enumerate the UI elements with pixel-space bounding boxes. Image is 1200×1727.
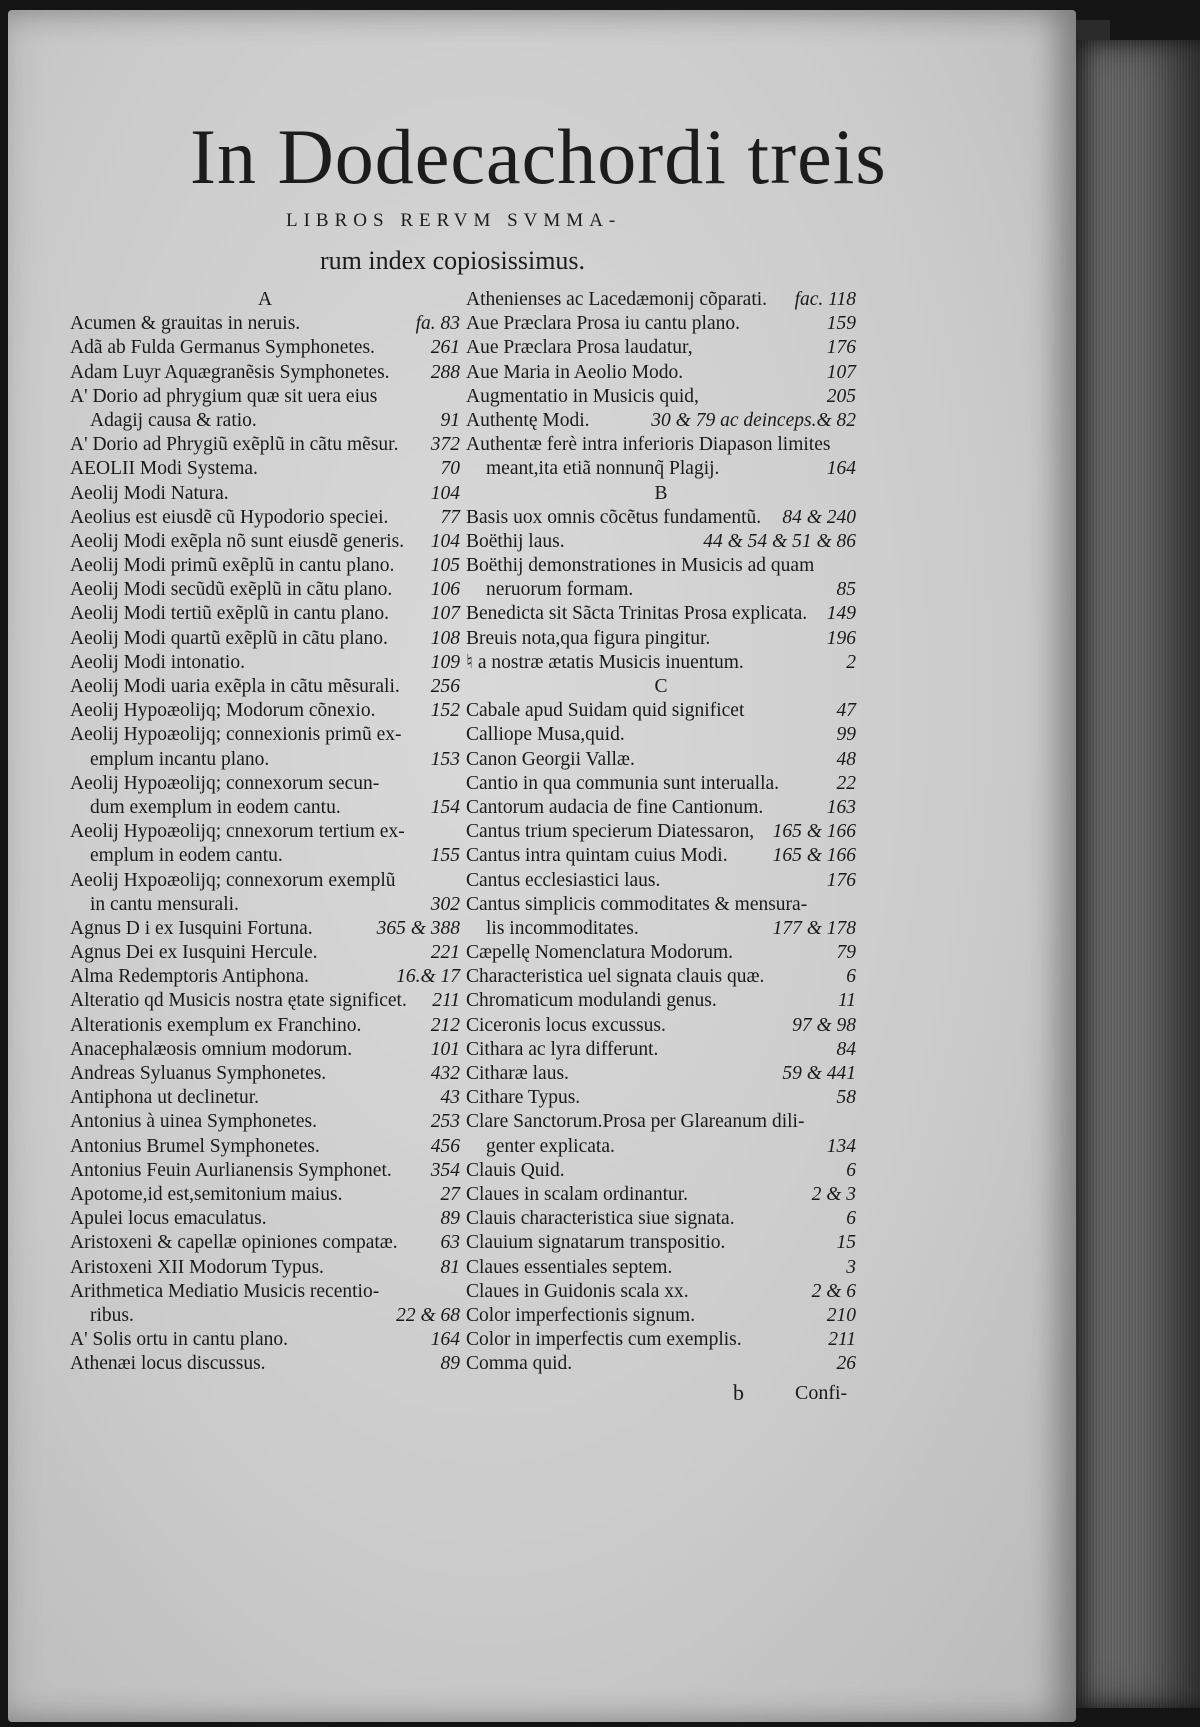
index-entry	[70, 965, 460, 989]
index-column-left	[70, 288, 460, 1376]
index-entry-text: Benedicta sit Sãcta Trinitas Prosa explicata.	[466, 603, 808, 625]
index-entry-text: Agnus Dei ex Iusquini Hercule.	[70, 942, 318, 964]
index-entry-text: Aeolij Modi tertiũ exẽplũ in cantu plano.	[70, 603, 389, 625]
index-entry-page: 3	[846, 1256, 856, 1278]
index-entry	[70, 1014, 460, 1038]
index-entry-text: Citharæ laus.	[466, 1063, 569, 1084]
index-entry-text: Boëthij demonstrationes in Musicis ad quam	[466, 555, 815, 577]
index-entry	[466, 820, 856, 844]
index-entry	[466, 989, 856, 1013]
index-entry-page: 79	[836, 942, 856, 964]
index-entry-text: Aeolius est eiusdẽ cũ Hypodorio speciei.	[70, 506, 389, 528]
index-entry	[466, 506, 856, 530]
index-entry-page: 154	[430, 796, 460, 818]
index-entry-text: emplum in eodem cantu.	[90, 845, 283, 867]
index-entry-text: Aeolij Hypoæolijq; Modorum cõnexio.	[70, 700, 376, 722]
index-entry	[70, 1086, 460, 1110]
index-entry-page: 365 & 388	[376, 917, 460, 939]
index-entry	[70, 796, 460, 820]
index-entry	[466, 1014, 856, 1038]
index-entry	[70, 457, 460, 481]
index-entry-page: 106	[430, 579, 460, 601]
index-entry	[70, 917, 460, 941]
index-entry-page: 104	[430, 482, 460, 504]
index-entry-text: Clauis Quid.	[466, 1159, 565, 1181]
index-entry-text: Claues essentiales septem.	[466, 1256, 673, 1278]
index-entry-text: Clauis characteristica siue signata.	[466, 1208, 735, 1230]
index-entry-page: 91	[440, 409, 460, 431]
index-entry-text: A' Solis ortu in cantu plano.	[70, 1329, 288, 1351]
index-entry-page: 22 & 68	[396, 1304, 460, 1326]
index-entry	[466, 699, 856, 723]
index-entry-page: fa. 83	[415, 313, 460, 335]
index-entry-page: 2 & 6	[811, 1280, 856, 1302]
index-entry-text: Antonius Brumel Symphonetes.	[70, 1135, 320, 1157]
index-entry-page: 101	[430, 1038, 460, 1060]
section-letter-text: B	[654, 482, 668, 504]
index-entry	[466, 723, 856, 747]
index-entry-page: 372	[430, 434, 460, 456]
index-entry-text: Alma Redemptoris Antiphona.	[70, 966, 309, 988]
index-entry-page: 58	[836, 1087, 856, 1109]
index-entry-page: 354	[430, 1159, 460, 1181]
index-entry-page: 109	[430, 651, 460, 673]
index-entry-text: Cantorum audacia de fine Cantionum.	[466, 796, 764, 818]
index-entry	[466, 1183, 856, 1207]
index-entry-text: Andreas Syluanus Symphonetes.	[70, 1063, 327, 1084]
index-entry	[466, 1038, 856, 1062]
index-entry-text: Aeolij Modi primũ exẽplũ in cantu plano.	[70, 555, 395, 577]
index-entry	[70, 361, 460, 385]
index-entry-text: Apulei locus emaculatus.	[70, 1208, 267, 1230]
index-entry-page: 221	[430, 942, 460, 964]
index-entry-text: Athenienses ac Lacedæmonij cõparati.	[466, 289, 768, 310]
index-entry-text: Calliope Musa,quid.	[466, 724, 625, 746]
index-entry	[466, 917, 856, 941]
section-letter	[466, 675, 856, 699]
index-entry-page: 44 & 54 & 51 & 86	[703, 530, 856, 552]
index-entry-page: 176	[826, 337, 856, 359]
index-entry-page: 164	[826, 458, 856, 480]
index-entry-page: 22	[836, 772, 856, 794]
index-entry-page: 59 & 441	[782, 1063, 856, 1084]
signature-mark: b	[733, 1380, 744, 1405]
index-entry-page: 81	[440, 1256, 460, 1278]
index-entry-text: Cantus simplicis commoditates & mensura-	[466, 893, 808, 915]
index-entry-text: ribus.	[90, 1304, 134, 1326]
index-entry-page: fac. 118	[794, 289, 856, 310]
index-entry	[466, 457, 856, 481]
index-entry	[466, 602, 856, 626]
index-entry-page: 104	[430, 530, 460, 552]
index-entry	[70, 941, 460, 965]
index-entry-page: 152	[430, 700, 460, 722]
index-entry-text: Aeolij Modi quartũ exẽplũ in cãtu plano.	[70, 627, 388, 649]
index-entry	[70, 1183, 460, 1207]
index-entry-text: Alterationis exemplum ex Franchino.	[70, 1014, 362, 1036]
index-entry	[466, 1062, 856, 1086]
index-entry	[70, 1038, 460, 1062]
index-entry-text: Boëthij laus.	[466, 530, 565, 552]
index-entry-text: Aeolij Modi exẽpla nõ sunt eiusdẽ generis.	[70, 530, 405, 552]
index-entry-page: 47	[836, 700, 856, 722]
index-entry	[466, 941, 856, 965]
index-entry-page: 212	[430, 1014, 460, 1036]
index-entry-page: 6	[846, 1208, 856, 1230]
index-entry-page: 26	[836, 1353, 856, 1375]
index-entry-page: 288	[430, 361, 460, 383]
index-entry	[70, 675, 460, 699]
page-title: In Dodecachordi treis	[190, 113, 887, 200]
index-entry	[466, 1086, 856, 1110]
section-letter-text: C	[654, 676, 668, 697]
index-entry	[466, 869, 856, 893]
index-entry-text: Basis uox omnis cõcẽtus fundamentũ.	[466, 506, 762, 528]
page-subtitle-line2: rum index copiosissimus.	[320, 246, 586, 275]
index-entry-page: 99	[836, 724, 856, 746]
index-entry	[466, 893, 856, 917]
index-entry	[70, 699, 460, 723]
index-entry-text: Arithmetica Mediatio Musicis recentio-	[70, 1280, 380, 1302]
index-entry	[466, 554, 856, 578]
index-entry	[70, 578, 460, 602]
index-entry-text: genter explicata.	[486, 1135, 615, 1157]
index-entry	[466, 1304, 856, 1328]
index-entry	[70, 772, 460, 796]
index-entry-page: 302	[430, 893, 460, 915]
index-entry-text: Alteratio qd Musicis nostra ętate significet.	[70, 990, 407, 1012]
index-entry-page: 2 & 3	[811, 1183, 856, 1205]
index-entry-text: Cabale apud Suidam quid significet	[466, 700, 745, 722]
index-entry	[70, 602, 460, 626]
index-entry-text: Adã ab Fulda Germanus Symphonetes.	[70, 337, 375, 359]
index-entry	[70, 723, 460, 747]
index-entry-text: lis incommoditates.	[486, 917, 639, 939]
index-entry	[70, 1304, 460, 1328]
index-entry-text: Comma quid.	[466, 1353, 573, 1375]
index-entry	[466, 336, 856, 360]
index-entry-text: Athenæi locus discussus.	[70, 1353, 266, 1375]
index-entry	[70, 1207, 460, 1231]
index-entry	[70, 1231, 460, 1255]
section-letter	[466, 482, 856, 506]
index-entry	[466, 1256, 856, 1280]
index-entry-text: Authentæ ferè intra inferioris Diapason limites	[466, 434, 831, 456]
index-entry-text: Aeolij Hxpoæolijq; connexorum exemplũ	[70, 869, 396, 891]
section-letter-text: A	[257, 289, 273, 310]
index-entry	[466, 1159, 856, 1183]
index-entry	[466, 1231, 856, 1255]
index-entry	[466, 796, 856, 820]
index-entry	[466, 288, 856, 312]
index-entry-text: Characteristica uel signata clauis quæ.	[466, 966, 765, 988]
index-entry-page: 164	[430, 1329, 460, 1351]
index-entry-page: 153	[430, 748, 460, 770]
index-entry-page: 163	[826, 796, 856, 818]
index-entry-text: Agnus D i ex Iusquini Fortuna.	[70, 917, 313, 939]
index-entry	[70, 1352, 460, 1376]
index-entry	[70, 1135, 460, 1159]
index-entry	[466, 1352, 856, 1376]
index-entry	[466, 748, 856, 772]
index-entry-text: Adagij causa & ratio.	[90, 409, 257, 431]
index-entry-text: Aristoxeni & capellæ opiniones compatæ.	[70, 1232, 398, 1254]
index-entry-page: 16.& 17	[396, 966, 460, 988]
index-entry-text: Antonius à uinea Symphonetes.	[70, 1111, 317, 1133]
index-entry-page: 107	[430, 603, 460, 625]
index-entry-page: 196	[826, 627, 856, 649]
index-entry	[466, 1328, 856, 1352]
index-entry	[70, 1256, 460, 1280]
index-entry-page: 108	[430, 627, 460, 649]
index-entry	[70, 312, 460, 336]
index-entry-text: Breuis nota,qua figura pingitur.	[466, 627, 711, 649]
index-entry-text: A' Dorio ad Phrygiũ exẽplũ in cãtu mẽsur.	[70, 434, 399, 456]
index-entry	[466, 1135, 856, 1159]
index-entry-page: 89	[440, 1353, 460, 1375]
index-entry-page: 6	[846, 966, 856, 988]
index-entry-text: Chromaticum modulandi genus.	[466, 990, 717, 1012]
index-entry	[70, 893, 460, 917]
index-entry-text: Cæpellę Nomenclatura Modorum.	[466, 942, 733, 964]
index-entry-text: AEOLII Modi Systema.	[70, 458, 258, 480]
index-entry-page: 97 & 98	[792, 1014, 856, 1036]
catchword: Confi-	[795, 1382, 848, 1404]
index-entry	[70, 506, 460, 530]
index-entry	[70, 433, 460, 457]
index-entry-page: 105	[430, 555, 460, 577]
index-entry-text: Cantus intra quintam cuius Modi.	[466, 845, 728, 867]
index-entry	[466, 651, 856, 675]
index-entry	[70, 530, 460, 554]
index-entry-text: Color imperfectionis signum.	[466, 1304, 696, 1326]
section-letter	[70, 288, 460, 312]
index-entry-page: 253	[430, 1111, 460, 1133]
index-entry	[70, 989, 460, 1013]
index-entry-page: 165 & 166	[772, 821, 856, 843]
index-entry-text: Cithara ac lyra differunt.	[466, 1038, 659, 1060]
index-entry-text: Augmentatio in Musicis quid,	[466, 385, 699, 407]
index-entry-page: 84 & 240	[782, 506, 856, 528]
index-entry-text: Adam Luyr Aquægranẽsis Symphonetes.	[70, 361, 390, 383]
index-entry	[70, 1062, 460, 1086]
index-entry-text: Clauium signatarum transpositio.	[466, 1232, 726, 1254]
index-entry-page: 211	[828, 1329, 856, 1351]
index-entry-page: 70	[440, 458, 460, 480]
index-entry-text: Aue Præclara Prosa iu cantu plano.	[466, 313, 741, 335]
index-entry-page: 159	[826, 313, 856, 335]
index-entry-text: ♮ a nostræ ætatis Musicis inuentum.	[466, 651, 744, 673]
index-entry-text: meant,ita etiã nonnunq̃ Plagij.	[486, 458, 720, 480]
index-entry-text: Antonius Feuin Aurlianensis Symphonet.	[70, 1159, 392, 1181]
index-entry	[466, 1207, 856, 1231]
index-entry-page: 48	[836, 748, 856, 770]
index-entry	[70, 409, 460, 433]
index-entry	[70, 385, 460, 409]
index-entry-page: 261	[430, 337, 460, 359]
index-entry-text: A' Dorio ad phrygium quæ sit uera eius	[70, 385, 378, 407]
index-entry-text: Aue Maria in Aeolio Modo.	[466, 361, 684, 383]
index-entry-text: Cantus ecclesiastici laus.	[466, 869, 661, 891]
index-entry	[466, 772, 856, 796]
index-entry-text: in cantu mensurali.	[90, 893, 239, 915]
index-entry	[70, 1328, 460, 1352]
index-entry	[70, 1280, 460, 1304]
index-entry-text: Anacephalæosis omnium modorum.	[70, 1038, 353, 1060]
index-entry-text: neruorum formam.	[486, 579, 634, 601]
index-entry	[70, 844, 460, 868]
index-entry	[70, 651, 460, 675]
index-entry-text: Aue Præclara Prosa laudatur,	[466, 337, 693, 359]
index-entry	[70, 554, 460, 578]
index-entry	[466, 433, 856, 457]
index-entry-page: 210	[826, 1304, 856, 1326]
index-entry	[466, 409, 856, 433]
index-entry	[70, 482, 460, 506]
index-entry-text: Color in imperfectis cum exemplis.	[466, 1329, 742, 1351]
index-entry-page: 432	[430, 1063, 460, 1084]
index-entry-page: 77	[440, 506, 460, 528]
page-subtitle: LIBROS RERVM SVMMA-	[286, 210, 622, 231]
index-entry-page: 155	[430, 845, 460, 867]
index-entry-text: Cithare Typus.	[466, 1087, 581, 1109]
index-entry	[466, 578, 856, 602]
index-entry-text: Canon Georgii Vallæ.	[466, 748, 635, 770]
index-entry-text: Apotome,id est,semitonium maius.	[70, 1183, 343, 1205]
index-entry	[70, 627, 460, 651]
index-entry	[70, 820, 460, 844]
index-entry	[70, 336, 460, 360]
index-entry-text: dum exemplum in eodem cantu.	[90, 796, 341, 818]
index-entry-page: 205	[826, 385, 856, 407]
book-fore-edge	[1076, 40, 1200, 1708]
index-entry	[466, 385, 856, 409]
index-entry-page: 15	[836, 1232, 856, 1254]
index-entry-page: 256	[430, 676, 460, 697]
index-entry-page: 6	[846, 1159, 856, 1181]
index-entry-page: 177 & 178	[772, 917, 856, 939]
index-entry-page: 211	[432, 990, 460, 1012]
index-entry-text: Ciceronis locus excussus.	[466, 1014, 666, 1036]
index-entry	[466, 965, 856, 989]
index-entry-page: 176	[826, 869, 856, 891]
index-entry	[70, 869, 460, 893]
index-entry-text: Aeolij Hypoæolijq; connexorum secun-	[70, 772, 380, 794]
index-entry-page: 456	[430, 1135, 460, 1157]
index-entry	[466, 1280, 856, 1304]
index-entry-page: 85	[836, 579, 856, 601]
index-entry-text: Acumen & grauitas in neruis.	[70, 313, 301, 335]
index-entry-page: 134	[826, 1135, 856, 1157]
index-entry-text: emplum incantu plano.	[90, 748, 270, 770]
index-entry	[466, 530, 856, 554]
index-entry-text: Claues in Guidonis scala xx.	[466, 1280, 689, 1302]
index-entry-text: Aeolij Modi secũdũ exẽplũ in cãtu plano.	[70, 579, 393, 601]
index-entry-page: 2	[846, 651, 856, 673]
index-entry-page: 30 & 79 ac deinceps.& 82	[651, 409, 856, 431]
index-entry-text: Clare Sanctorum.Prosa per Glareanum dili-	[466, 1111, 805, 1133]
index-entry	[466, 844, 856, 868]
index-entry	[466, 361, 856, 385]
index-entry-text: Claues in scalam ordinantur.	[466, 1183, 689, 1205]
index-entry-page: 27	[440, 1183, 460, 1205]
index-entry	[466, 1110, 856, 1134]
index-entry-page: 149	[826, 603, 856, 625]
index-entry	[70, 1110, 460, 1134]
index-entry-text: Aeolij Modi intonatio.	[70, 651, 245, 673]
index-entry-page: 63	[440, 1232, 460, 1254]
index-entry-text: Authentę Modi.	[466, 409, 590, 431]
index-entry-text: Cantus trium specierum Diatessaron,	[466, 821, 755, 843]
index-column-right	[466, 288, 856, 1376]
index-entry-text: Aristoxeni XII Modorum Typus.	[70, 1256, 324, 1278]
index-entry-text: Aeolij Modi Natura.	[70, 482, 229, 504]
index-entry-text: Aeolij Hypoæolijq; connexionis primũ ex-	[70, 724, 402, 746]
index-entry	[70, 1159, 460, 1183]
index-entry-page: 84	[836, 1038, 856, 1060]
index-entry-text: Aeolij Modi uaria exẽpla in cãtu mẽsurali.	[70, 676, 400, 697]
index-entry-page: 89	[440, 1208, 460, 1230]
index-entry	[466, 627, 856, 651]
index-entry-text: Cantio in qua communia sunt interualla.	[466, 772, 780, 794]
index-entry	[466, 312, 856, 336]
index-entry-page: 165 & 166	[772, 845, 856, 867]
index-entry-page: 43	[440, 1087, 460, 1109]
index-entry	[70, 748, 460, 772]
index-entry-text: Antiphona ut declinetur.	[70, 1087, 260, 1109]
index-entry-page: 107	[826, 361, 856, 383]
index-entry-page: 11	[837, 990, 856, 1012]
index-entry-text: Aeolij Hypoæolijq; cnnexorum tertium ex-	[70, 821, 405, 843]
